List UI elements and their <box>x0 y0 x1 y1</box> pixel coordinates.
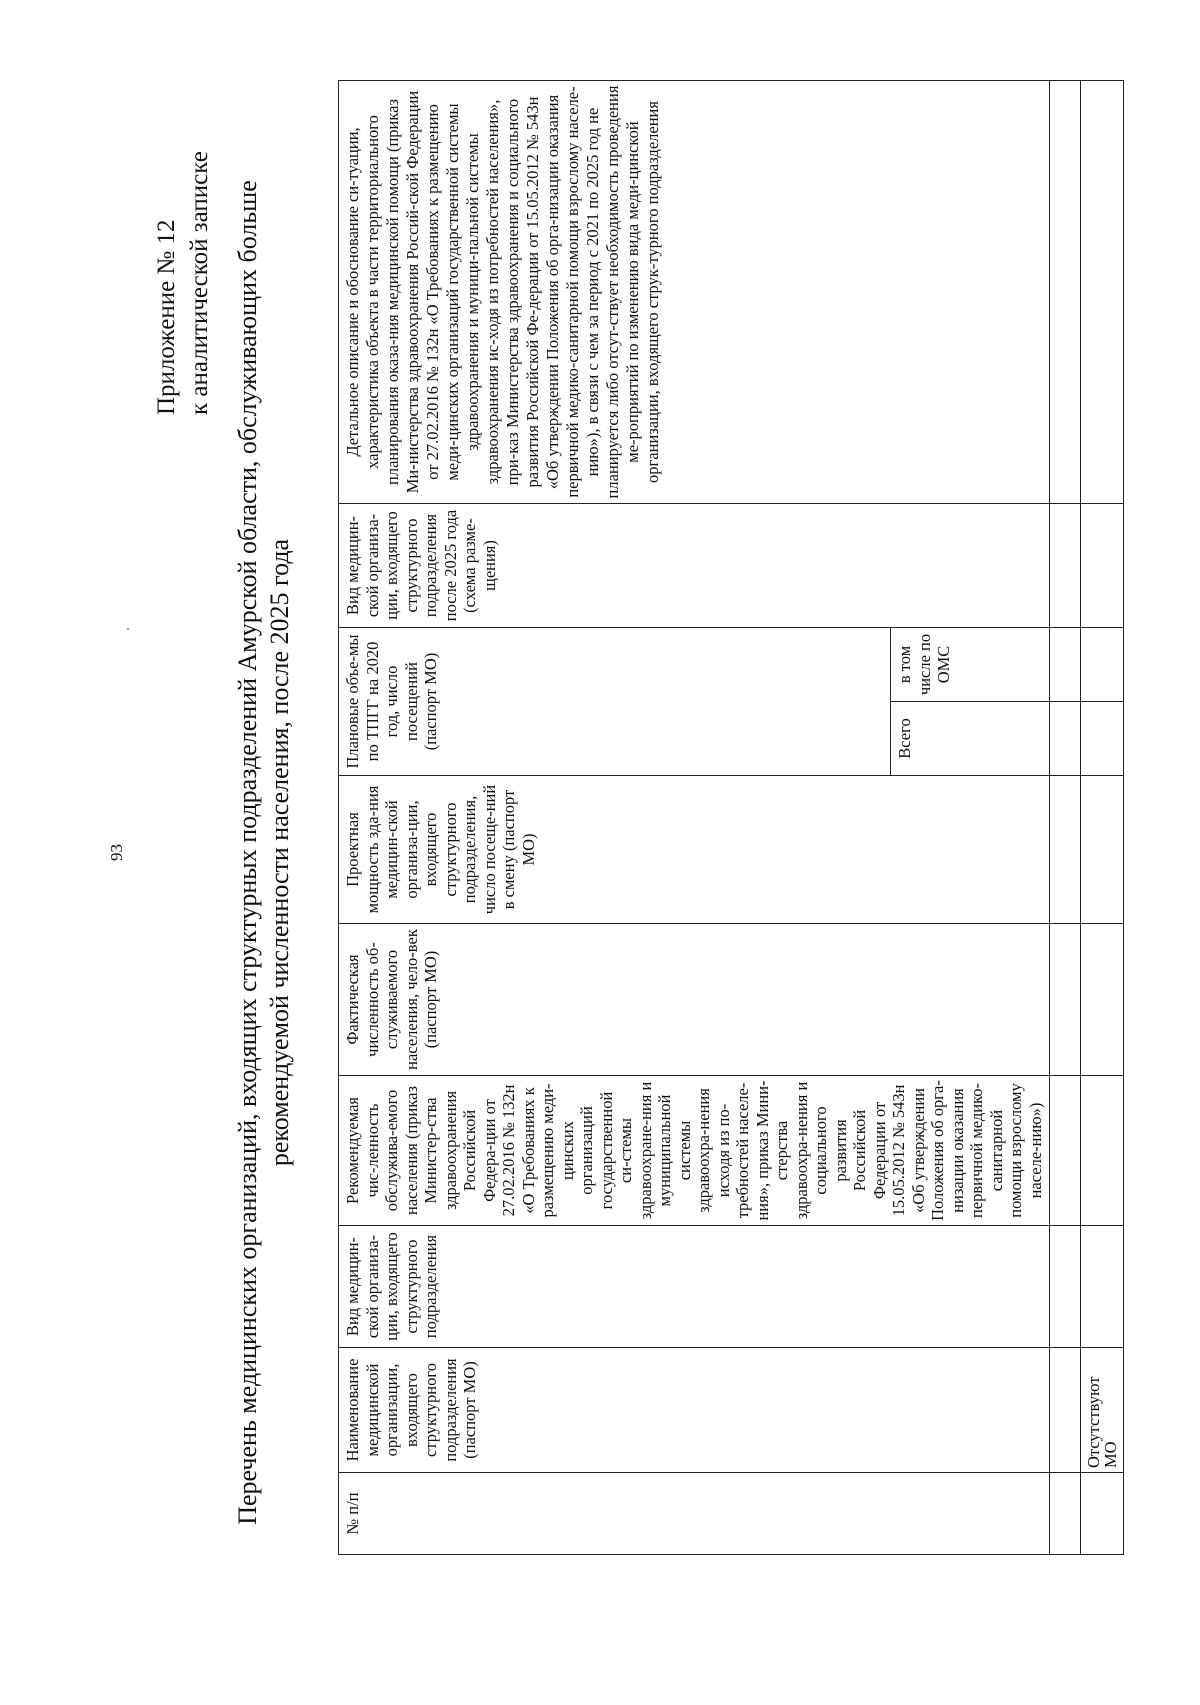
appendix-title: Приложение № 12 <box>153 219 180 415</box>
cell-organization-name: Отсутствуют МО <box>1081 1348 1124 1473</box>
document-title-line-1: Перечень медицинских организаций, входящих структурных подразделений Амурской области, обслуживающих больше <box>233 180 262 1525</box>
header-recommended-population: Рекомендуемая чис-ленность обслужива-емого населения (приказ Министер-ства здравоохранения Российской Федера-ции от 27.02.2016 № 132н «О Требованиях к размещению меди-цинских организаций государственной си-стемы здравоохране-ния и муниципальной системы здравоохра-нения исходя из по-требностей населе-ния», приказ Мини-стерства здравоохра-нения и социального развития Российской Федерации от 15.05.2012 № 543н «Об утверждении Положения об орга-низации оказания первичной медико-санитарной помощи взрослому населе-нию») <box>339 1076 1050 1226</box>
header-number: № п/п <box>339 1473 1050 1555</box>
header-description: Детальное описание и обоснование си-туации, характеристика объекта в части территориального планирования оказа-ния медицинской помощи (приказ Ми-нистерства здравоохранения Россий-ской Федерации от 27.02.2016 № 132н «О Требованиях к размещению меди-цинских организаций государственной системы здравоохранения и муници-пальной системы здравоохранения ис-ходя из потребностей населения», при-каз Министерства здравоохранения и социального развития Российской Фе-дерации от 15.05.2012 № 543н «Об утверждении Положения об орга-низации оказания первичной медико-санитарной помощи взрослому населе-нию»), в связи с чем за период с 2021 по 2025 год не планируется либо отсут-ствует необходимость проведения ме-роприятий по изменению вида меди-цинской организации, входящего струк-турного подразделения <box>339 81 1050 504</box>
cell-actual-population <box>1081 924 1124 1076</box>
header-design-capacity: Проектная мощность зда-ния медицин-ской организа-ции, входящего структурного подразделения, число посеще-ний в смену (паспорт МО) <box>339 776 1050 924</box>
table-header-row <box>339 81 891 1555</box>
table-spacer-row <box>1050 81 1081 1555</box>
cell-number <box>1081 1473 1124 1555</box>
header-type-after-2025: Вид медицин-ской организа-ции, входящего структурного подразделения после 2025 года (схема разме-щения) <box>339 504 1050 628</box>
organizations-table <box>338 80 1124 1555</box>
cell-type-after-2025 <box>1081 504 1124 628</box>
document-title-line-2: рекомендуемой численности населения, после 2025 года <box>265 538 294 1167</box>
header-actual-population: Фактическая численность об-служиваемого населения, чело-век (паспорт МО) <box>339 924 1050 1076</box>
header-organization-type: Вид медицин-ской организа-ции, входящего структурного подразделения <box>339 1226 1050 1348</box>
header-organization-name: Наименование медицинской организации, входящего структурного подразделения (паспорт МО) <box>339 1348 1050 1473</box>
cell-planned-total <box>1081 702 1124 776</box>
header-planned-total: Всего <box>891 702 1050 776</box>
cell-design-capacity <box>1081 776 1124 924</box>
header-planned-volumes: Плановые объе-мы по ТПГГ на 2020 год, число посещений (паспорт МО) <box>339 628 891 776</box>
header-planned-oms: в том числе по ОМС <box>891 628 1050 702</box>
document-title <box>232 170 296 1535</box>
table-row <box>1081 81 1124 1555</box>
appendix-reference <box>150 151 216 415</box>
cell-organization-type <box>1081 1226 1124 1348</box>
cell-planned-oms <box>1081 628 1124 702</box>
appendix-subtitle: к аналитической записке <box>186 151 213 415</box>
cell-description <box>1081 81 1124 504</box>
cell-recommended-population <box>1081 1076 1124 1226</box>
page-number: 93 <box>107 844 126 861</box>
